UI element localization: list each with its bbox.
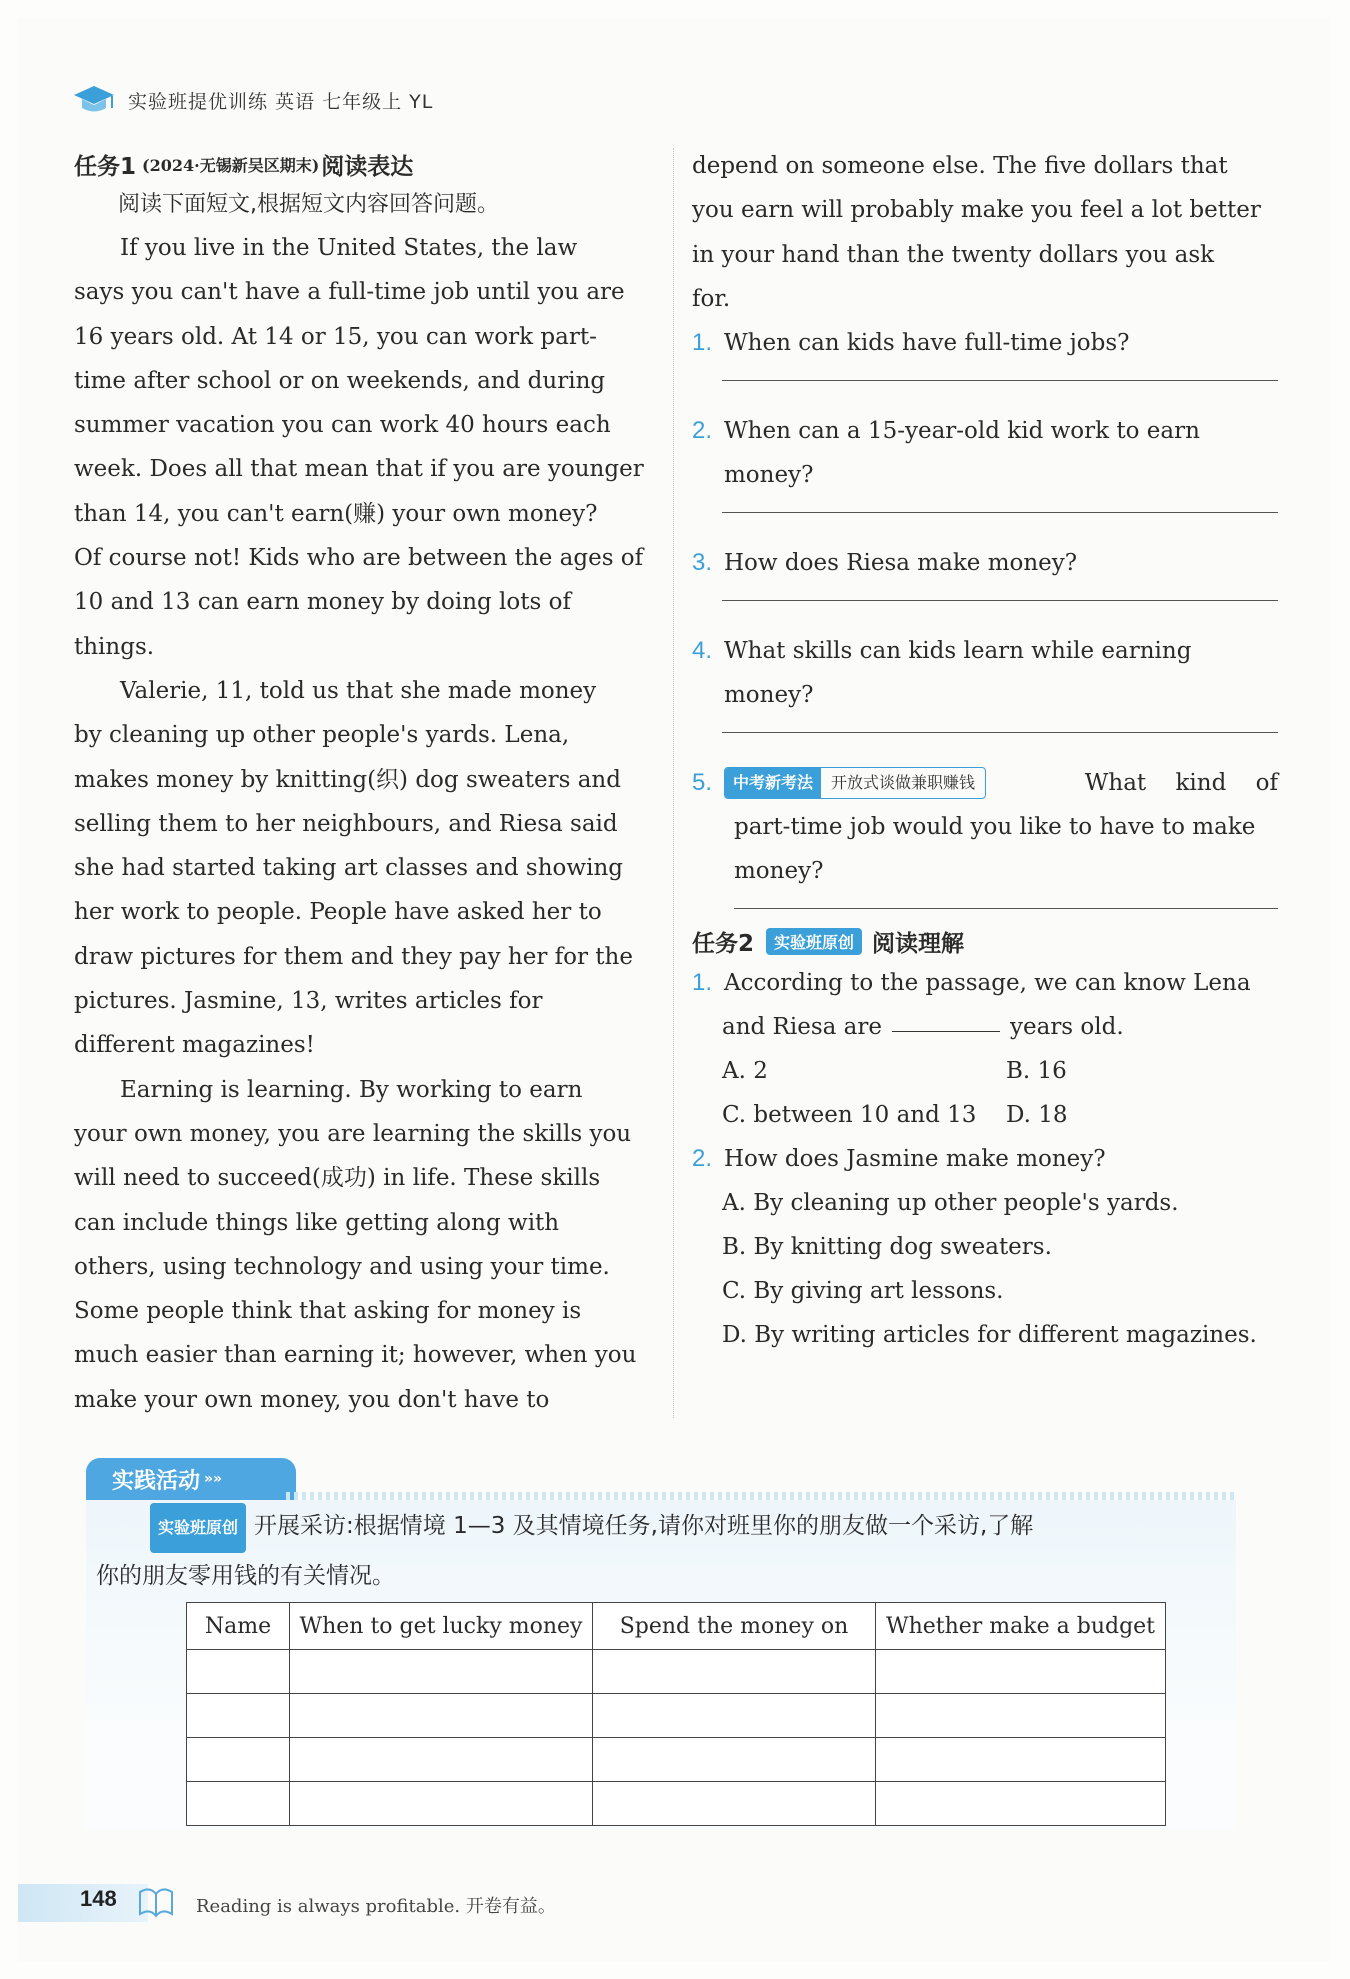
passage-line: much easier than earning it; however, when you [74, 1342, 637, 1369]
left-column [74, 144, 660, 1422]
table-cell[interactable] [593, 1738, 876, 1782]
table-cell[interactable] [876, 1782, 1166, 1826]
question-text-line: part-time job would you like to have to make [734, 814, 1256, 841]
chevrons-icon: »» [204, 1471, 223, 1487]
passage-line: in your hand than the twenty dollars you ask [692, 241, 1215, 268]
answer-line[interactable] [722, 379, 1278, 381]
column-header: Whether make a budget [876, 1603, 1166, 1650]
practice-line: 开展采访:根据情境 1—3 及其情境任务,请你对班里你的朋友做一个采访,了解 [254, 1513, 1034, 1539]
dotted-rule [286, 1492, 1236, 1500]
passage-left [74, 226, 660, 1422]
passage-line: she had started taking art classes and showing [74, 855, 623, 882]
original-tag: 实验班原创 [766, 928, 862, 955]
column-header: Name [187, 1603, 290, 1650]
answer-line[interactable] [722, 599, 1278, 601]
passage-line: you earn will probably make you feel a lot better [692, 197, 1261, 224]
passage-line: can include things like getting along with [74, 1209, 560, 1236]
passage-line: week. Does all that mean that if you are younger [74, 456, 644, 483]
question-5-cont [692, 849, 1278, 893]
table-cell[interactable] [290, 1650, 593, 1694]
practice-line: 你的朋友零用钱的有关情况。 [96, 1563, 395, 1589]
answer-line[interactable] [722, 511, 1278, 513]
question-4 [692, 673, 1278, 717]
table-cell[interactable] [187, 1738, 290, 1782]
question-text-line: and Riesa are [722, 1014, 882, 1041]
passage-line: makes money by knitting(织) dog sweaters and [74, 766, 621, 793]
column-divider [673, 148, 674, 1418]
task1-source: (2024·无锡新吴区期末) [142, 155, 320, 175]
task2-label: 任务2 [692, 930, 755, 957]
table-cell[interactable] [187, 1782, 290, 1826]
question-text-line: When can kids have full-time jobs? [724, 330, 1130, 357]
question-text-line: According to the passage, we can know Lena [724, 970, 1251, 997]
page-header [72, 80, 433, 120]
question-5-cont [692, 805, 1278, 849]
question-text-line: money? [734, 858, 824, 885]
table-cell[interactable] [593, 1782, 876, 1826]
task1-instruction: 阅读下面短文,根据短文内容回答问题。 [118, 192, 499, 217]
task2-type: 阅读理解 [872, 930, 965, 957]
passage-line: time after school or on weekends, and during [74, 367, 606, 394]
table-row [187, 1782, 1166, 1826]
task1-type: 阅读表达 [321, 153, 414, 180]
answer-line[interactable] [734, 907, 1278, 909]
mc-question-2 [692, 1137, 1278, 1181]
footer-tagline: Reading is always profitable. 开卷有益。 [196, 1896, 556, 1917]
fill-blank[interactable] [892, 1005, 1000, 1032]
passage-right [692, 144, 1278, 321]
practice-tab-label: 实践活动 [112, 1468, 201, 1494]
task1-questions [692, 321, 1278, 733]
option-c[interactable]: C. By giving art lessons. [722, 1278, 1004, 1305]
passage-line: for. [692, 285, 731, 312]
option-a[interactable]: A. 2 [722, 1058, 768, 1085]
passage-line: make your own money, you don't have to [74, 1386, 550, 1413]
question-number: 1. [692, 329, 713, 357]
option-c[interactable]: C. between 10 and 13 [722, 1102, 977, 1129]
question-1 [692, 321, 1278, 365]
passage-line: will need to succeed(成功) in life. These skills [74, 1165, 601, 1192]
passage-line: Of course not! Kids who are between the ages of [74, 545, 644, 572]
passage-line: your own money, you are learning the skills you [74, 1120, 632, 1147]
option-b[interactable]: B. By knitting dog sweaters. [722, 1234, 1052, 1261]
question-number: 4. [692, 637, 713, 665]
table-cell[interactable] [876, 1694, 1166, 1738]
option-d[interactable]: D. By writing articles for different magazines. [722, 1322, 1257, 1349]
passage-line: different magazines! [74, 1032, 315, 1059]
header-title: 实验班提优训练 英语 七年级上 YL [128, 90, 434, 113]
mc-question-1 [692, 961, 1278, 1005]
interview-table [186, 1602, 1166, 1826]
question-5 [692, 761, 1278, 805]
passage-line: summer vacation you can work 40 hours each [74, 412, 611, 439]
passage-line: her work to people. People have asked her to [74, 899, 602, 926]
question-text-line: How does Riesa make money? [724, 550, 1078, 577]
question-text-line: What skills can kids learn while earning [724, 638, 1192, 665]
table-cell[interactable] [876, 1650, 1166, 1694]
passage-line: things. [74, 633, 155, 660]
column-header: When to get lucky money [290, 1603, 593, 1650]
badge-label: 中考新考法 [725, 768, 821, 798]
passage-line: Some people think that asking for money is [74, 1298, 582, 1325]
question-text-line: How does Jasmine make money? [724, 1146, 1106, 1173]
question-number: 3. [692, 549, 713, 577]
passage-line: says you can't have a full-time job until you are [74, 279, 625, 306]
question-number: 5. [692, 769, 713, 797]
task2-title [692, 921, 1278, 961]
badge-desc: 开放式谈做兼职赚钱 [831, 773, 976, 793]
passage-line: by cleaning up other people's yards. Lena, [74, 722, 570, 749]
table-row [187, 1650, 1166, 1694]
passage-line: others, using technology and using your time. [74, 1253, 610, 1280]
question-4 [692, 629, 1278, 673]
answer-line[interactable] [722, 731, 1278, 733]
question-3 [692, 541, 1278, 585]
original-tag: 实验班原创 [150, 1503, 246, 1553]
option-b[interactable]: B. 16 [1006, 1058, 1067, 1085]
table-row [187, 1738, 1166, 1782]
question-text-line: money? [724, 682, 814, 709]
passage-line: pictures. Jasmine, 13, writes articles for [74, 988, 543, 1015]
passage-line: 10 and 13 can earn money by doing lots of [74, 589, 571, 616]
question-text-line: money? [724, 462, 814, 489]
table-cell[interactable] [187, 1694, 290, 1738]
question-2 [692, 453, 1278, 497]
practice-tab [86, 1458, 296, 1500]
table-cell[interactable] [290, 1694, 593, 1738]
task1-label: 任务1 [74, 153, 137, 180]
table-row [187, 1694, 1166, 1738]
table-cell[interactable] [593, 1694, 876, 1738]
practice-header [86, 1458, 1236, 1500]
page-footer [18, 1880, 618, 1924]
passage-line: Earning is learning. By working to earn [120, 1076, 583, 1103]
mc-question-1-cont [692, 1005, 1278, 1049]
table-cell[interactable] [187, 1650, 290, 1694]
exam-new-badge [724, 767, 986, 799]
question-text-line: When can a 15-year-old kid work to earn [724, 418, 1200, 445]
task1-title [74, 144, 660, 184]
table-cell[interactable] [876, 1738, 1166, 1782]
column-header: Spend the money on [593, 1603, 876, 1650]
question-number: 2. [692, 417, 713, 445]
passage-line: draw pictures for them and they pay her for the [74, 943, 633, 970]
question-number: 1. [692, 969, 713, 997]
book-icon [136, 1884, 176, 1920]
option-a[interactable]: A. By cleaning up other people's yards. [722, 1190, 1179, 1217]
right-column [692, 144, 1278, 1357]
table-cell[interactable] [593, 1650, 876, 1694]
passage-line: depend on someone else. The five dollars that [692, 153, 1228, 179]
option-row [692, 1049, 1278, 1093]
passage-line: than 14, you can't earn(赚) your own money? [74, 500, 598, 527]
passage-line: If you live in the United States, the law [120, 235, 578, 261]
question-number [692, 453, 724, 497]
question-number [692, 673, 724, 717]
question-number: 2. [692, 1145, 713, 1173]
question-text-line: What kind of [1084, 770, 1278, 797]
question-2 [692, 409, 1278, 453]
passage-line: 16 years old. At 14 or 15, you can work part- [74, 323, 597, 350]
option-d[interactable]: D. 18 [1006, 1102, 1068, 1129]
table-cell[interactable] [290, 1782, 593, 1826]
table-cell[interactable] [290, 1738, 593, 1782]
page-number: 148 [80, 1886, 117, 1911]
passage-line: selling them to her neighbours, and Riesa said [74, 810, 618, 837]
passage-line: Valerie, 11, told us that she made money [120, 677, 597, 704]
option-row [692, 1093, 1278, 1137]
practice-instruction [96, 1503, 1256, 1599]
table-header-row [187, 1603, 1166, 1650]
graduation-cap-icon [72, 82, 116, 118]
question-text-line: years old. [1010, 1014, 1124, 1041]
